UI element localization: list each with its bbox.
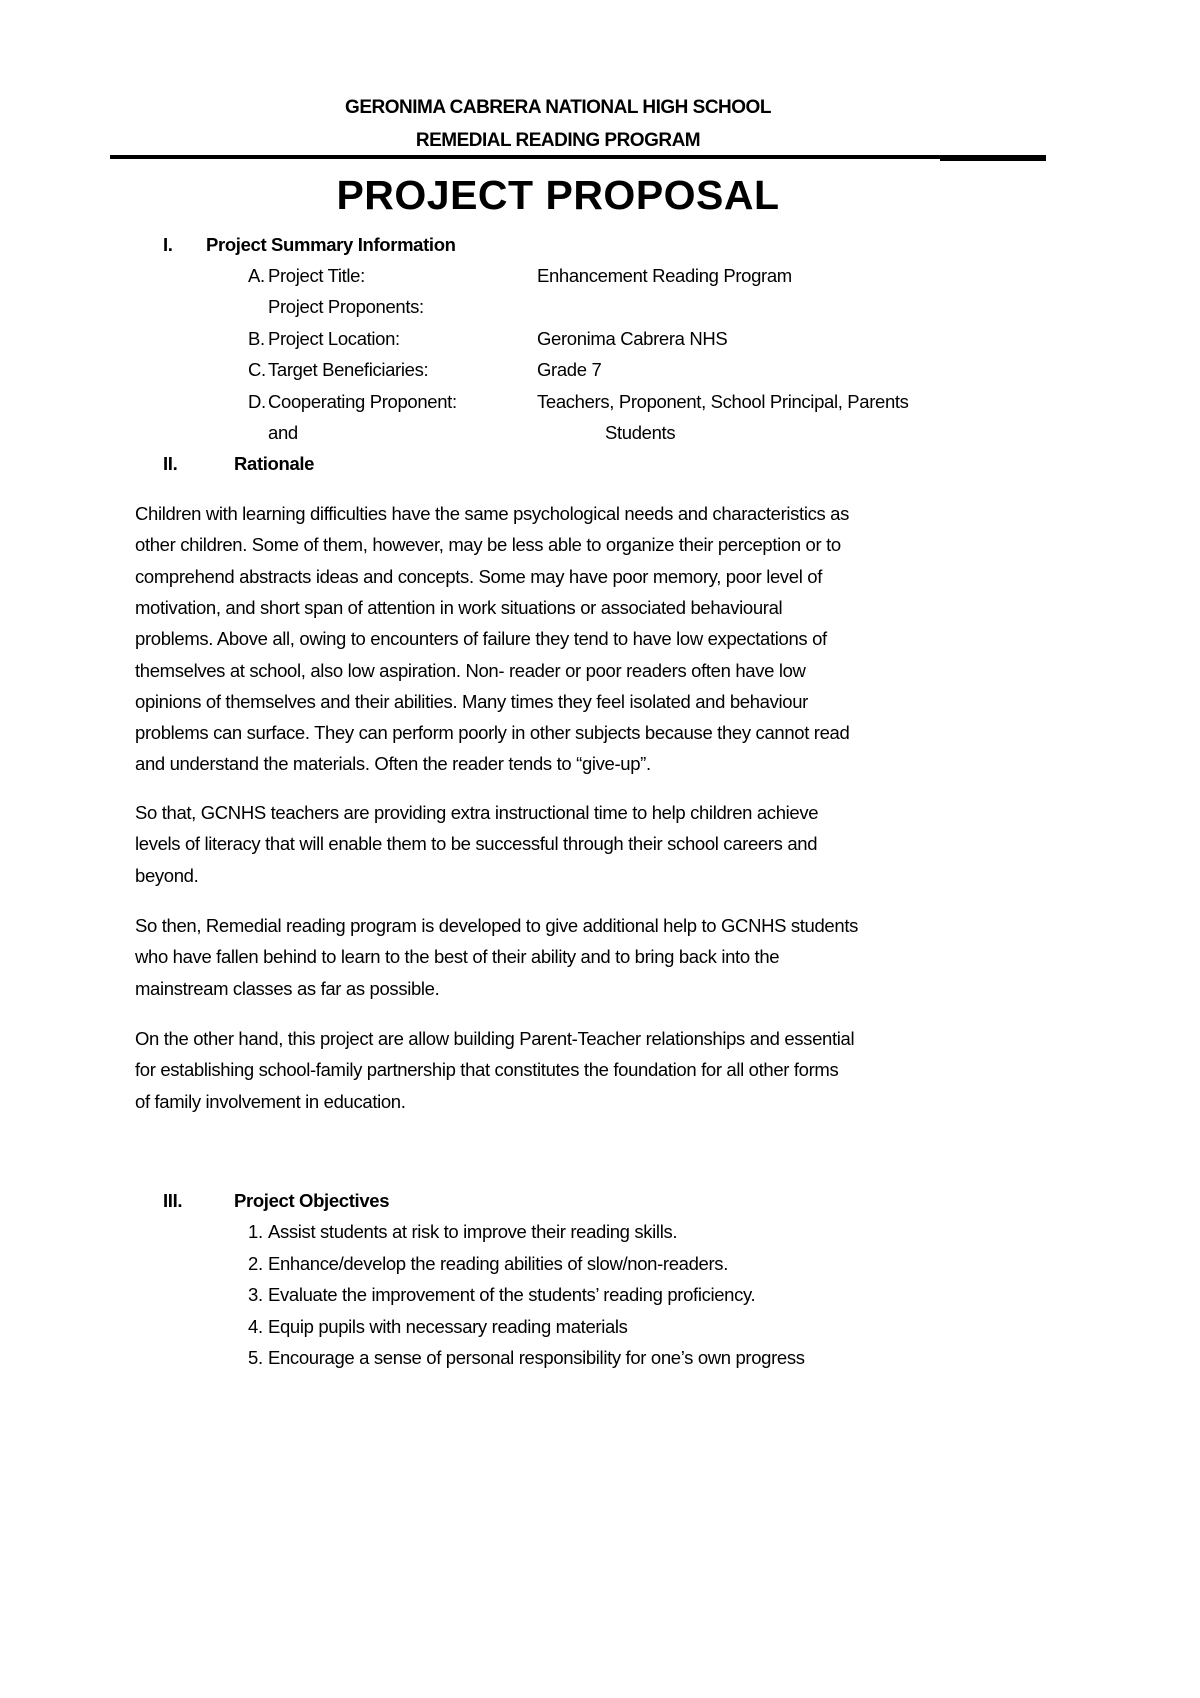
- paragraph-line: So that, GCNHS teachers are providing extra instructional time to help children achieve: [135, 802, 819, 823]
- paragraph-line: On the other hand, this project are allow building Parent-Teacher relationships and essential: [135, 1028, 855, 1049]
- item-value: Enhancement Reading Program: [537, 265, 792, 286]
- item-value: Teachers, Proponent, School Principal, Parents: [537, 390, 909, 412]
- objective-number: 4.: [248, 1315, 263, 1337]
- item-label: Target Beneficiaries:: [268, 359, 429, 381]
- paragraph-line: who have fallen behind to learn to the best of their ability and to bring back into the: [135, 946, 780, 968]
- paragraph-line: motivation, and short span of attention in work situations or associated behavioural: [135, 596, 783, 618]
- document-title: PROJECT PROPOSAL: [336, 172, 780, 218]
- paragraph-line: problems can surface. They can perform poorly in other subjects because they cannot read: [135, 722, 850, 744]
- item-continuation-label: and: [268, 422, 298, 443]
- objective-number: 2.: [248, 1252, 263, 1274]
- objective-text: Assist students at risk to improve their reading skills.: [268, 1221, 678, 1242]
- header-rule: [110, 155, 940, 159]
- section-numeral: I.: [163, 234, 173, 255]
- paragraph-line: opinions of themselves and their abilities. Many times they feel isolated and behaviour: [135, 690, 808, 712]
- section-heading: Project Objectives: [234, 1190, 390, 1211]
- item-letter: C.: [248, 359, 266, 381]
- item-label: Project Location:: [268, 327, 400, 349]
- objective-text: Equip pupils with necessary reading materials: [268, 1315, 628, 1337]
- paragraph-line: Children with learning difficulties have the same psychological needs and characteristics as: [135, 503, 850, 524]
- paragraph-line: problems. Above all, owing to encounters of failure they tend to have low expectations of: [135, 628, 827, 650]
- objective-number: 5.: [248, 1347, 263, 1368]
- objective-number: 1.: [248, 1221, 263, 1242]
- item-letter: B.: [248, 327, 265, 349]
- paragraph-line: mainstream classes as far as possible.: [135, 977, 440, 999]
- item-value: Grade 7: [537, 359, 602, 381]
- paragraph-line: beyond.: [135, 864, 199, 886]
- paragraph-line: of family involvement in education.: [135, 1090, 406, 1112]
- item-letter: A.: [248, 265, 265, 286]
- section-heading: Rationale: [234, 453, 315, 474]
- header-rule-thick: [940, 155, 1046, 161]
- program-name: REMEDIAL READING PROGRAM: [415, 130, 701, 151]
- item-value: Geronima Cabrera NHS: [537, 327, 728, 349]
- section-numeral: II.: [163, 453, 178, 474]
- item-letter: D.: [248, 390, 266, 412]
- objective-number: 3.: [248, 1284, 263, 1305]
- paragraph-line: levels of literacy that will enable them to be successful through their school careers and: [135, 833, 818, 855]
- objective-text: Evaluate the improvement of the students’ reading proficiency.: [268, 1284, 756, 1305]
- section-numeral: III.: [163, 1190, 183, 1211]
- objective-text: Encourage a sense of personal responsibility for one’s own progress: [268, 1347, 805, 1368]
- school-name: GERONIMA CABRERA NATIONAL HIGH SCHOOL: [345, 97, 771, 118]
- item-continuation-value: Students: [605, 422, 676, 443]
- objective-text: Enhance/develop the reading abilities of slow/non-readers.: [268, 1252, 728, 1274]
- paragraph-line: and understand the materials. Often the reader tends to “give-up”.: [135, 753, 651, 775]
- item-label: Project Proponents:: [268, 296, 424, 318]
- paragraph-line: So then, Remedial reading program is developed to give additional help to GCNHS students: [135, 915, 859, 936]
- section-heading: Project Summary Information: [206, 234, 456, 255]
- paragraph-line: comprehend abstracts ideas and concepts. Some may have poor memory, poor level of: [135, 565, 823, 587]
- paragraph-line: other children. Some of them, however, may be less able to organize their perception or to: [135, 534, 841, 556]
- item-label: Cooperating Proponent:: [268, 390, 457, 412]
- item-label: Project Title:: [268, 265, 365, 286]
- paragraph-line: for establishing school-family partnership that constitutes the foundation for all other forms: [135, 1059, 839, 1081]
- paragraph-line: themselves at school, also low aspiration. Non- reader or poor readers often have low: [135, 659, 806, 681]
